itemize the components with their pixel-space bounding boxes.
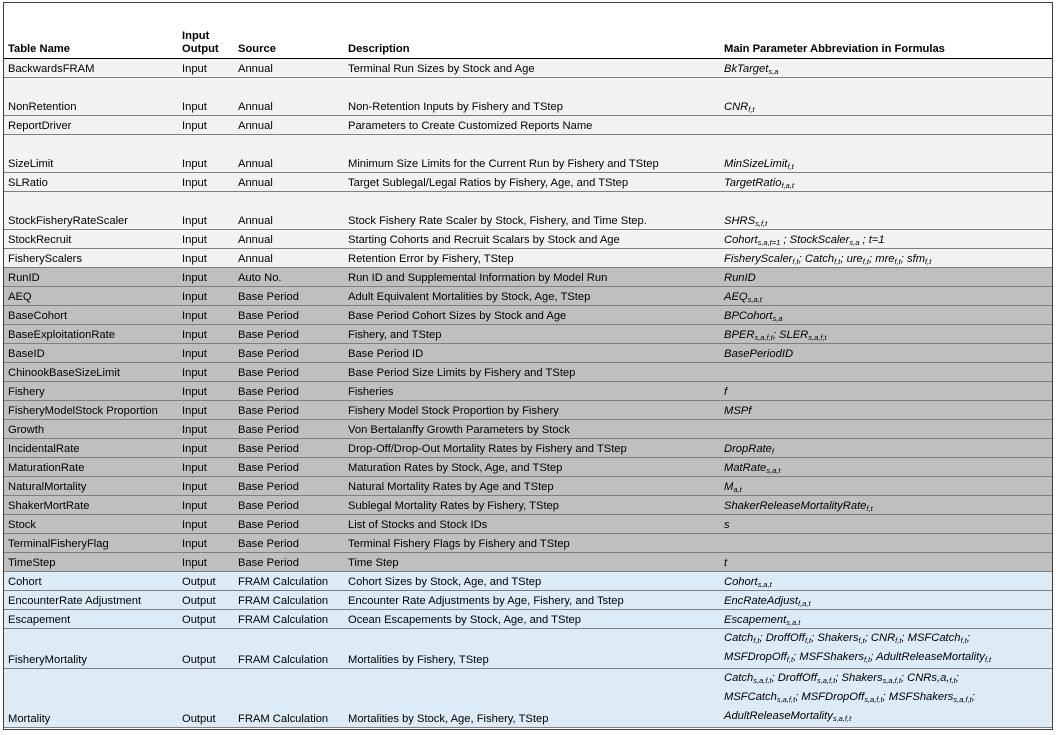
cell-parameter — [720, 230, 1052, 249]
cell-input-output: Input — [178, 268, 234, 287]
cell-input-output: Input — [178, 325, 234, 344]
cell-input-output: Input — [178, 249, 234, 268]
cell-table-name: BackwardsFRAM — [4, 59, 178, 78]
cell-source: Annual — [234, 230, 344, 249]
param-text: M — [724, 481, 734, 493]
cell-parameter — [720, 496, 1052, 515]
param-text: ; Catch — [798, 253, 835, 265]
param-text: FisheryScaler — [724, 253, 793, 265]
param-subscript: s,a,f,t — [864, 695, 883, 704]
table-row — [4, 116, 1052, 135]
param-subscript: f,t — [748, 105, 755, 114]
cell-parameter — [720, 325, 1052, 344]
param-subscript: f,a,t — [798, 599, 811, 608]
table-row — [4, 59, 1052, 78]
cell-table-name: SizeLimit — [4, 135, 178, 173]
cell-description: List of Stocks and Stock IDs — [344, 515, 720, 534]
param-subscript: f,t — [792, 257, 799, 266]
table-row — [4, 669, 1052, 728]
cell-source: Base Period — [234, 306, 344, 325]
cell-input-output: Input — [178, 363, 234, 382]
cell-table-name: ReportDriver — [4, 116, 178, 135]
cell-input-output: Input — [178, 439, 234, 458]
cell-input-output: Output — [178, 572, 234, 591]
param-text: BkTarget — [724, 63, 769, 75]
cell-source: Annual — [234, 116, 344, 135]
table-row — [4, 420, 1052, 439]
cell-source: Base Period — [234, 496, 344, 515]
table-row — [4, 553, 1052, 572]
param-text: EncRateAdjust — [724, 595, 799, 607]
cell-description: Base Period Size Limits by Fishery and TStep — [344, 363, 720, 382]
cell-source: Annual — [234, 249, 344, 268]
header-description: Description — [344, 3, 720, 59]
cell-parameter — [720, 192, 1052, 230]
param-text: RunID — [724, 272, 756, 284]
param-text: MSFCatch — [724, 691, 777, 703]
param-text: ; DroffOff — [759, 632, 805, 644]
param-subscript: f,t — [949, 676, 956, 685]
param-subscript: a,t — [733, 485, 742, 494]
param-text: ; MSFShakers — [793, 651, 864, 663]
cell-parameter — [720, 420, 1052, 439]
param-subscript: s,a,t — [766, 466, 781, 475]
table-row — [4, 173, 1052, 192]
param-subscript: f,t — [866, 504, 873, 513]
cell-parameter — [720, 59, 1052, 78]
cell-table-name: MaturationRate — [4, 458, 178, 477]
cell-description: Terminal Fishery Flags by Fishery and TStep — [344, 534, 720, 553]
cell-description: Run ID and Supplemental Information by Model Run — [344, 268, 720, 287]
table-row — [4, 401, 1052, 420]
table-row — [4, 135, 1052, 173]
cell-input-output: Output — [178, 610, 234, 629]
cell-description: Von Bertalanffy Growth Parameters by Stock — [344, 420, 720, 439]
param-text: ; Shakers — [811, 632, 859, 644]
cell-input-output: Input — [178, 401, 234, 420]
param-text: BasePeriodID — [724, 348, 794, 360]
cell-description: Fisheries — [344, 382, 720, 401]
cell-source: Base Period — [234, 534, 344, 553]
cell-input-output: Output — [178, 629, 234, 669]
param-separator: ; — [966, 632, 970, 644]
cell-parameter — [720, 135, 1052, 173]
param-subscript: s,a,f,t — [754, 333, 773, 342]
param-text: s — [724, 519, 730, 531]
cell-input-output: Input — [178, 553, 234, 572]
cell-table-name: BaseCohort — [4, 306, 178, 325]
cell-parameter — [720, 477, 1052, 496]
table-row — [4, 477, 1052, 496]
cell-description: Maturation Rates by Stock, Age, and TStep — [344, 458, 720, 477]
cell-description: Minimum Size Limits for the Current Run by Fishery and TStep — [344, 135, 720, 173]
cell-table-name: ChinookBaseSizeLimit — [4, 363, 178, 382]
param-subscript: f,t — [787, 162, 794, 171]
cell-table-name: NaturalMortality — [4, 477, 178, 496]
cell-table-name: StockFisheryRateScaler — [4, 192, 178, 230]
cell-parameter — [720, 439, 1052, 458]
cell-source: Base Period — [234, 439, 344, 458]
cell-description: Cohort Sizes by Stock, Age, and TStep — [344, 572, 720, 591]
param-text: DropRate — [724, 443, 772, 455]
param-subscript: f,t — [804, 636, 812, 645]
param-subscript: s,a,f,t — [816, 676, 836, 685]
cell-source: Base Period — [234, 553, 344, 572]
cell-source: Base Period — [234, 458, 344, 477]
cell-description: Parameters to Create Customized Reports Name — [344, 116, 720, 135]
param-line — [724, 669, 1052, 688]
cell-input-output: Input — [178, 78, 234, 116]
cell-description: Mortalities by Stock, Age, Fishery, TStep — [344, 669, 720, 728]
param-line — [724, 629, 1052, 648]
cell-description: Target Sublegal/Legal Ratios by Fishery, Age, and TStep — [344, 173, 720, 192]
cell-input-output: Input — [178, 344, 234, 363]
cell-table-name: SLRatio — [4, 173, 178, 192]
cell-parameter — [720, 306, 1052, 325]
table-row — [4, 306, 1052, 325]
param-text: t — [724, 557, 728, 569]
cell-table-name: Mortality — [4, 669, 178, 728]
cell-parameter — [720, 458, 1052, 477]
param-separator: ; — [780, 234, 790, 246]
param-subscript: s,a,f,t — [882, 676, 901, 685]
spreadsheet — [3, 2, 1053, 730]
param-subscript: s,f,t — [755, 219, 768, 228]
cell-description: Fishery Model Stock Proportion by Fishery — [344, 401, 720, 420]
cell-table-name: Growth — [4, 420, 178, 439]
cell-input-output: Output — [178, 669, 234, 728]
cell-parameter — [720, 401, 1052, 420]
param-text: ; MSFShakers — [882, 691, 954, 703]
table-row — [4, 591, 1052, 610]
cell-table-name: FisheryScalers — [4, 249, 178, 268]
cell-table-name: ShakerMortRate — [4, 496, 178, 515]
param-subscript: s,a — [768, 67, 779, 76]
param-subscript: s,a,t — [757, 580, 772, 589]
table-row — [4, 192, 1052, 230]
cell-description: Encounter Rate Adjustments by Age, Fishery, and Tstep — [344, 591, 720, 610]
cell-input-output: Input — [178, 515, 234, 534]
param-text: ; DroffOff — [771, 672, 817, 684]
param-subscript: f,t — [834, 257, 841, 266]
param-text: StockScaler — [789, 234, 850, 246]
cell-parameter — [720, 287, 1052, 306]
table-row — [4, 230, 1052, 249]
table-row — [4, 515, 1052, 534]
cell-parameter — [720, 116, 1052, 135]
cell-parameter — [720, 78, 1052, 116]
param-subscript: s,a,t — [786, 618, 801, 627]
cell-source: Base Period — [234, 363, 344, 382]
cell-source: Base Period — [234, 477, 344, 496]
cell-input-output: Input — [178, 116, 234, 135]
cell-table-name: Stock — [4, 515, 178, 534]
param-text: BPCohort — [724, 310, 773, 322]
param-subscript: s,a — [849, 238, 860, 247]
cell-description: Natural Mortality Rates by Age and TStep — [344, 477, 720, 496]
table-row — [4, 382, 1052, 401]
param-text: ; Shakers — [835, 672, 883, 684]
param-text: ; MSFCatch — [901, 632, 961, 644]
table-row — [4, 629, 1052, 669]
cell-input-output: Input — [178, 135, 234, 173]
cell-description: Drop-Off/Drop-Out Mortality Rates by Fishery and TStep — [344, 439, 720, 458]
param-text: Cohort — [724, 576, 758, 588]
cell-description: Starting Cohorts and Recruit Scalars by Stock and Age — [344, 230, 720, 249]
param-subscript: f,t — [895, 636, 902, 645]
cell-parameter — [720, 534, 1052, 553]
param-subscript: f,t — [894, 257, 901, 266]
cell-table-name: Cohort — [4, 572, 178, 591]
param-text: Catch — [724, 672, 754, 684]
cell-parameter — [720, 553, 1052, 572]
param-subscript: f,t — [925, 257, 932, 266]
cell-parameter — [720, 363, 1052, 382]
table-row — [4, 610, 1052, 629]
cell-source: FRAM Calculation — [234, 669, 344, 728]
cell-input-output: Input — [178, 477, 234, 496]
header-row — [4, 3, 1052, 59]
cell-input-output: Input — [178, 287, 234, 306]
cell-description: Ocean Escapements by Stock, Age, and TStep — [344, 610, 720, 629]
cell-input-output: Input — [178, 59, 234, 78]
cell-parameter — [720, 173, 1052, 192]
cell-description: Mortalities by Fishery, TStep — [344, 629, 720, 669]
table-row — [4, 249, 1052, 268]
cell-source: Base Period — [234, 382, 344, 401]
param-text: ; CNRs,a, — [900, 672, 950, 684]
cell-description: Time Step — [344, 553, 720, 572]
table-row — [4, 439, 1052, 458]
param-subscript: s,a,f,t — [753, 676, 772, 685]
param-subscript: s,a,t=1 — [757, 238, 781, 247]
table-row — [4, 572, 1052, 591]
cell-table-name: BaseExploitationRate — [4, 325, 178, 344]
cell-input-output: Input — [178, 230, 234, 249]
cell-source: Annual — [234, 78, 344, 116]
cell-parameter — [720, 249, 1052, 268]
cell-input-output: Input — [178, 192, 234, 230]
param-subscript: s,a,t — [747, 295, 762, 304]
param-text: AEQ — [724, 291, 748, 303]
param-text: MatRate — [724, 462, 767, 474]
param-subscript: f,t — [960, 636, 967, 645]
param-text: CNR — [724, 101, 749, 113]
cell-table-name: FisheryMortality — [4, 629, 178, 669]
param-text: BPER — [724, 329, 755, 341]
cell-parameter — [720, 268, 1052, 287]
cell-source: Base Period — [234, 325, 344, 344]
cell-table-name: RunID — [4, 268, 178, 287]
param-text: Escapement — [724, 614, 787, 626]
param-subscript: f,t — [863, 655, 871, 664]
cell-table-name: StockRecruit — [4, 230, 178, 249]
param-text: ; SLER — [772, 329, 809, 341]
param-text: ; sfm — [900, 253, 926, 265]
cell-source: Auto No. — [234, 268, 344, 287]
cell-source: Annual — [234, 135, 344, 173]
cell-input-output: Input — [178, 173, 234, 192]
cell-source: Annual — [234, 192, 344, 230]
cell-parameter — [720, 610, 1052, 629]
param-line — [724, 648, 1052, 667]
cell-description: Retention Error by Fishery, TStep — [344, 249, 720, 268]
cell-input-output: Input — [178, 534, 234, 553]
header-input-output — [178, 3, 234, 59]
cell-input-output: Input — [178, 420, 234, 439]
cell-source: FRAM Calculation — [234, 591, 344, 610]
table-row — [4, 287, 1052, 306]
cell-parameter — [720, 591, 1052, 610]
cell-parameter — [720, 515, 1052, 534]
cell-source: FRAM Calculation — [234, 610, 344, 629]
cell-description: Base Period Cohort Sizes by Stock and Age — [344, 306, 720, 325]
param-separator: ; — [971, 691, 975, 703]
table-row — [4, 344, 1052, 363]
param-text: SHRS — [724, 215, 756, 227]
cell-source: Base Period — [234, 515, 344, 534]
cell-table-name: FisheryModelStock Proportion — [4, 401, 178, 420]
param-text: ; AdultReleaseMortality — [870, 651, 985, 663]
param-text: Catch — [724, 632, 754, 644]
param-text: ; CNR — [864, 632, 896, 644]
cell-source: Base Period — [234, 344, 344, 363]
param-subscript: f,t — [753, 636, 760, 645]
cell-description: Fishery, and TStep — [344, 325, 720, 344]
table-row — [4, 534, 1052, 553]
cell-parameter — [720, 344, 1052, 363]
param-separator: ; — [955, 672, 959, 684]
header-source: Source — [234, 3, 344, 59]
table-row — [4, 363, 1052, 382]
param-text: ; ure — [840, 253, 863, 265]
param-line — [724, 688, 1052, 707]
param-text: f — [724, 386, 728, 398]
param-subscript: f — [771, 447, 774, 456]
table-row — [4, 325, 1052, 344]
param-text: TargetRatio — [724, 177, 782, 189]
cell-source: Base Period — [234, 287, 344, 306]
cell-input-output: Input — [178, 306, 234, 325]
param-line — [724, 707, 1052, 726]
param-subscript: f,t — [786, 655, 794, 664]
param-text: AdultReleaseMortality — [724, 710, 833, 722]
param-subscript: f,t — [858, 636, 865, 645]
cell-description: Non-Retention Inputs by Fishery and TStep — [344, 78, 720, 116]
param-subscript: s,a — [772, 314, 783, 323]
cell-table-name: Escapement — [4, 610, 178, 629]
header-io-line2: Output — [182, 43, 219, 55]
param-text: MSFDropOff — [724, 651, 787, 663]
cell-source: FRAM Calculation — [234, 629, 344, 669]
cell-source: Base Period — [234, 401, 344, 420]
header-parameter: Main Parameter Abbreviation in Formulas — [720, 3, 1052, 59]
param-text: ShakerReleaseMortalityRate — [724, 500, 867, 512]
param-subscript: s,a,f,t — [832, 714, 852, 723]
table-row — [4, 496, 1052, 515]
cell-description: Terminal Run Sizes by Stock and Age — [344, 59, 720, 78]
cell-table-name: AEQ — [4, 287, 178, 306]
cell-input-output: Input — [178, 382, 234, 401]
table-body — [4, 59, 1052, 728]
cell-input-output: Input — [178, 458, 234, 477]
cell-table-name: EncounterRate Adjustment — [4, 591, 178, 610]
param-subscript: f,t — [984, 655, 992, 664]
cell-input-output: Input — [178, 496, 234, 515]
table-row — [4, 268, 1052, 287]
cell-description: Sublegal Mortality Rates by Fishery, TStep — [344, 496, 720, 515]
cell-description: Adult Equivalent Mortalities by Stock, Age, TStep — [344, 287, 720, 306]
param-text: ; mre — [869, 253, 895, 265]
cell-table-name: TerminalFisheryFlag — [4, 534, 178, 553]
cell-parameter — [720, 629, 1052, 669]
param-subscript: s,a,f,t — [953, 695, 972, 704]
cell-description: Base Period ID — [344, 344, 720, 363]
fram-tables-table — [4, 3, 1052, 728]
cell-parameter — [720, 382, 1052, 401]
cell-input-output: Output — [178, 591, 234, 610]
param-subscript: s,a,f,t — [776, 695, 796, 704]
cell-table-name: TimeStep — [4, 553, 178, 572]
param-subscript: f,t — [862, 257, 870, 266]
param-text: MSPf — [724, 405, 752, 417]
param-text: MinSizeLimit — [724, 158, 788, 170]
cell-table-name: NonRetention — [4, 78, 178, 116]
cell-source: Annual — [234, 173, 344, 192]
header-io-line1: Input — [182, 30, 210, 42]
cell-parameter — [720, 572, 1052, 591]
param-subscript: s,a,f,t — [808, 333, 827, 342]
cell-description: Stock Fishery Rate Scaler by Stock, Fishery, and Time Step. — [344, 192, 720, 230]
param-text: Cohort — [724, 234, 758, 246]
param-text: ; MSFDropOff — [795, 691, 865, 703]
table-row — [4, 78, 1052, 116]
cell-table-name: Fishery — [4, 382, 178, 401]
cell-parameter — [720, 669, 1052, 728]
table-row — [4, 458, 1052, 477]
cell-table-name: BaseID — [4, 344, 178, 363]
cell-source: Annual — [234, 59, 344, 78]
cell-source: Base Period — [234, 420, 344, 439]
cell-source: FRAM Calculation — [234, 572, 344, 591]
param-subscript: f,a,t — [781, 181, 794, 190]
header-table-name: Table Name — [4, 3, 178, 59]
param-separator: ; t=1 — [859, 234, 885, 246]
cell-table-name: IncidentalRate — [4, 439, 178, 458]
